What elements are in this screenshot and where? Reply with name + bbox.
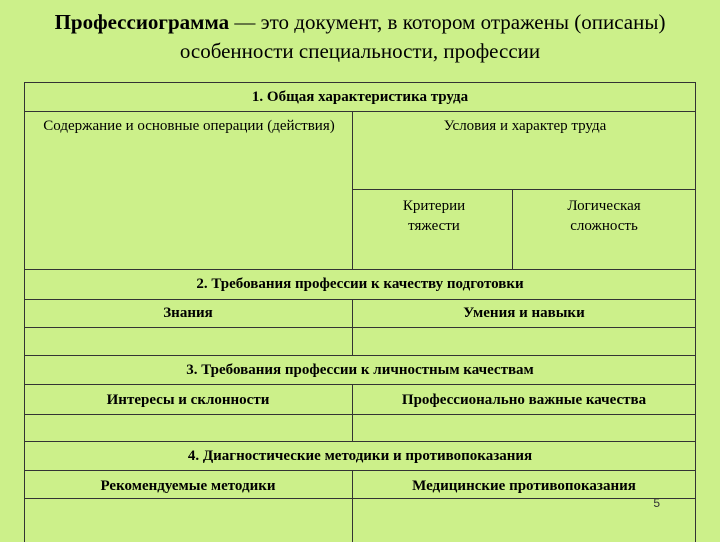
section-4-col-left: Рекомендуемые методики: [100, 478, 276, 494]
section-2-header: 2. Требования профессии к качеству подготовки: [196, 276, 524, 292]
section-3-col-right: Профессионально важные качества: [401, 392, 647, 408]
page-title: [20, 8, 700, 66]
title-definition: — это документ, в котором отражены (описаны) особенности специальности, профессии: [179, 10, 666, 63]
section-2-col-right: Умения и навыки: [463, 305, 585, 321]
section-3-col-left: Интересы и склонности: [106, 392, 270, 408]
section-1-header: 1. Общая характеристика труда: [251, 89, 469, 105]
section-4-header: 4. Диагностические методики и противопоказания: [187, 448, 533, 464]
section-1-sub-right: Логическая сложность: [567, 198, 641, 234]
page-number: 5: [653, 496, 660, 510]
section-1-col-right: Условия и характер труда: [443, 118, 607, 134]
section-1-col-left: Содержание и основные операции (действия): [43, 118, 335, 134]
section-3-header: 3. Требования профессии к личностным качествам: [186, 362, 534, 378]
professiogram-table: [24, 82, 696, 542]
section-4-col-right: Медицинские противопоказания: [412, 478, 636, 494]
section-1-sub-left: Критерии тяжести: [402, 198, 466, 234]
section-2-col-left: Знания: [163, 305, 213, 321]
title-term: Профессиограмма: [54, 10, 230, 34]
